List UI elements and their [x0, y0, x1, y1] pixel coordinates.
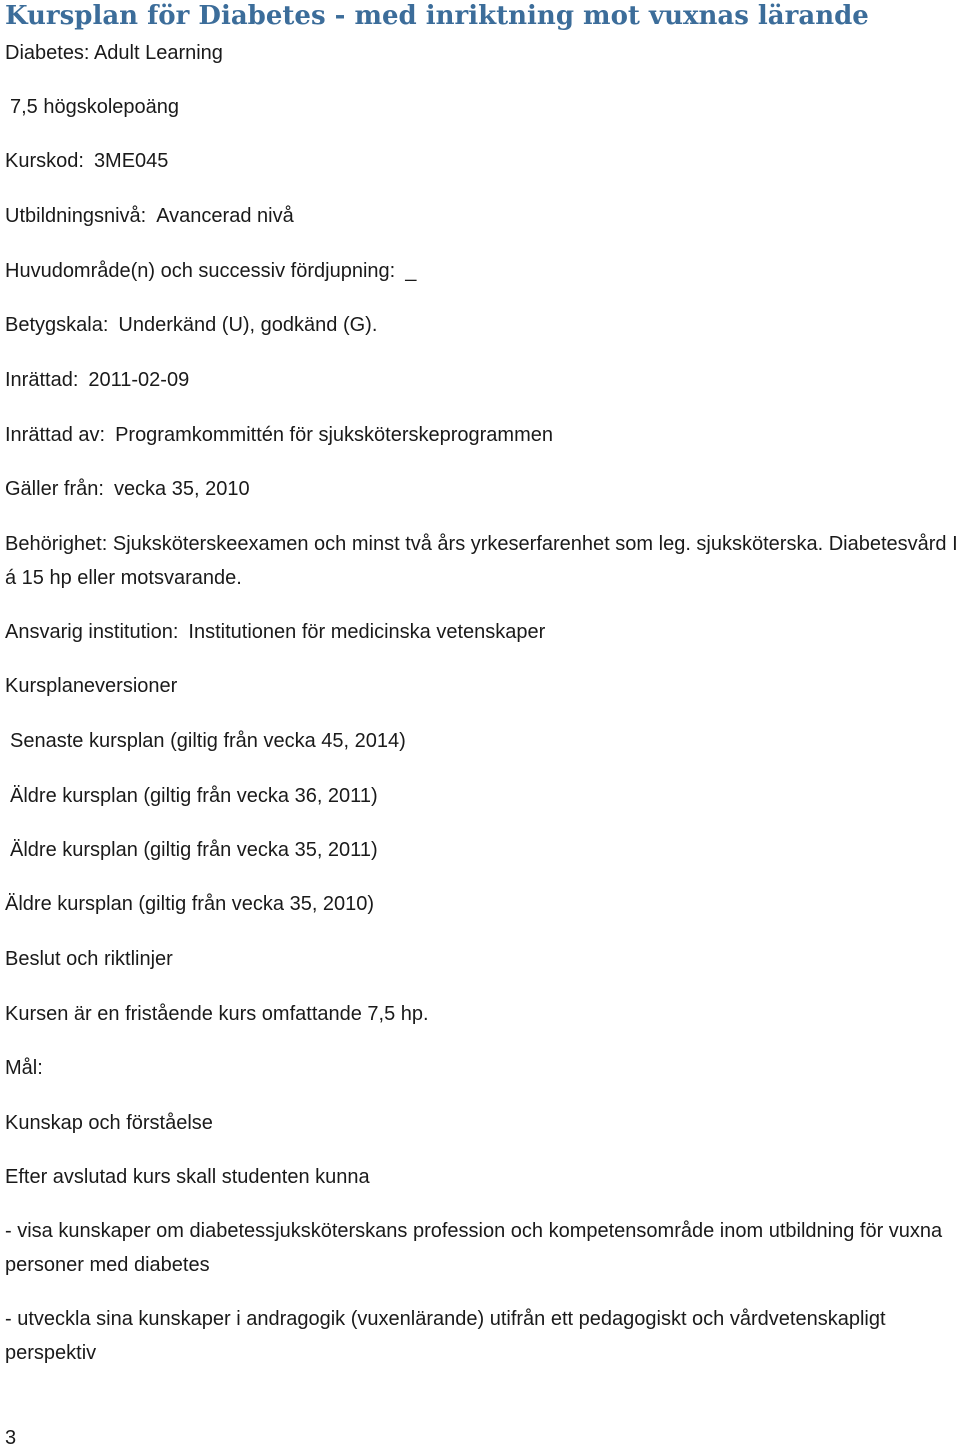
grading-scale-label: Betygskala:	[5, 314, 109, 336]
main-field-value: _	[405, 260, 417, 282]
established-date	[5, 367, 189, 393]
page-number: 3	[5, 1427, 17, 1449]
goal-item: - utveckla sina kunskaper i andragogik (vuxenlärande) utifrån ett pedagogiskt och vårdvetenskapligt perspektiv	[5, 1308, 886, 1364]
version-item: Senaste kursplan (giltig från vecka 45, 2014)	[10, 730, 406, 752]
credits: 7,5 högskolepoäng	[10, 96, 180, 118]
page-title: Kursplan för Diabetes - med inriktning mot vuxnas lärande	[5, 1, 869, 31]
established-by	[5, 422, 553, 448]
established-by-value: Programkommittén för sjuksköterskeprogrammen	[115, 424, 553, 446]
goal-item: - visa kunskaper om diabetessjuksköterskans profession och kompetensområde inom utbildning för vuxna personer med diabetes	[5, 1220, 943, 1276]
main-field	[5, 258, 416, 284]
institution-value: Institutionen för medicinska vetenskaper	[188, 621, 546, 643]
decisions-heading: Beslut och riktlinjer	[5, 948, 173, 970]
version-item: Äldre kursplan (giltig från vecka 36, 2011)	[10, 785, 378, 807]
grading-scale-value: Underkänd (U), godkänd (G).	[118, 314, 378, 336]
grading-scale	[5, 312, 377, 338]
eligibility: Behörighet: Sjuksköterskeexamen och minst två års yrkeserfarenhet som leg. sjuksköterska. Diabetesvård I á 15 hp eller motsvarande.	[5, 533, 958, 589]
education-level	[5, 203, 294, 229]
valid-from-label: Gäller från:	[5, 478, 104, 500]
education-level-label: Utbildningsnivå:	[5, 205, 147, 227]
knowledge-heading: Kunskap och förståelse	[5, 1112, 213, 1134]
versions-heading: Kursplaneversioner	[5, 675, 178, 697]
course-code-label: Kurskod:	[5, 150, 84, 172]
education-level-value: Avancerad nivå	[156, 205, 294, 227]
valid-from	[5, 476, 250, 502]
decisions-text: Kursen är en fristående kurs omfattande 7,5 hp.	[5, 1003, 429, 1025]
established-label: Inrättad:	[5, 369, 79, 391]
after-course-intro: Efter avslutad kurs skall studenten kunna	[5, 1166, 370, 1188]
course-code	[5, 148, 168, 174]
version-item: Äldre kursplan (giltig från vecka 35, 2011)	[10, 839, 378, 861]
valid-from-value: vecka 35, 2010	[113, 478, 250, 500]
course-english-name: Diabetes: Adult Learning	[5, 42, 223, 64]
established-value: 2011-02-09	[88, 369, 190, 391]
goals-heading: Mål:	[5, 1057, 43, 1079]
main-field-label: Huvudområde(n) och successiv fördjupning:	[5, 260, 396, 282]
version-item: Äldre kursplan (giltig från vecka 35, 2010)	[5, 893, 375, 915]
established-by-label: Inrättad av:	[5, 424, 106, 446]
responsible-institution	[5, 619, 545, 645]
course-code-value: 3ME045	[93, 150, 169, 172]
institution-label: Ansvarig institution:	[5, 621, 179, 643]
